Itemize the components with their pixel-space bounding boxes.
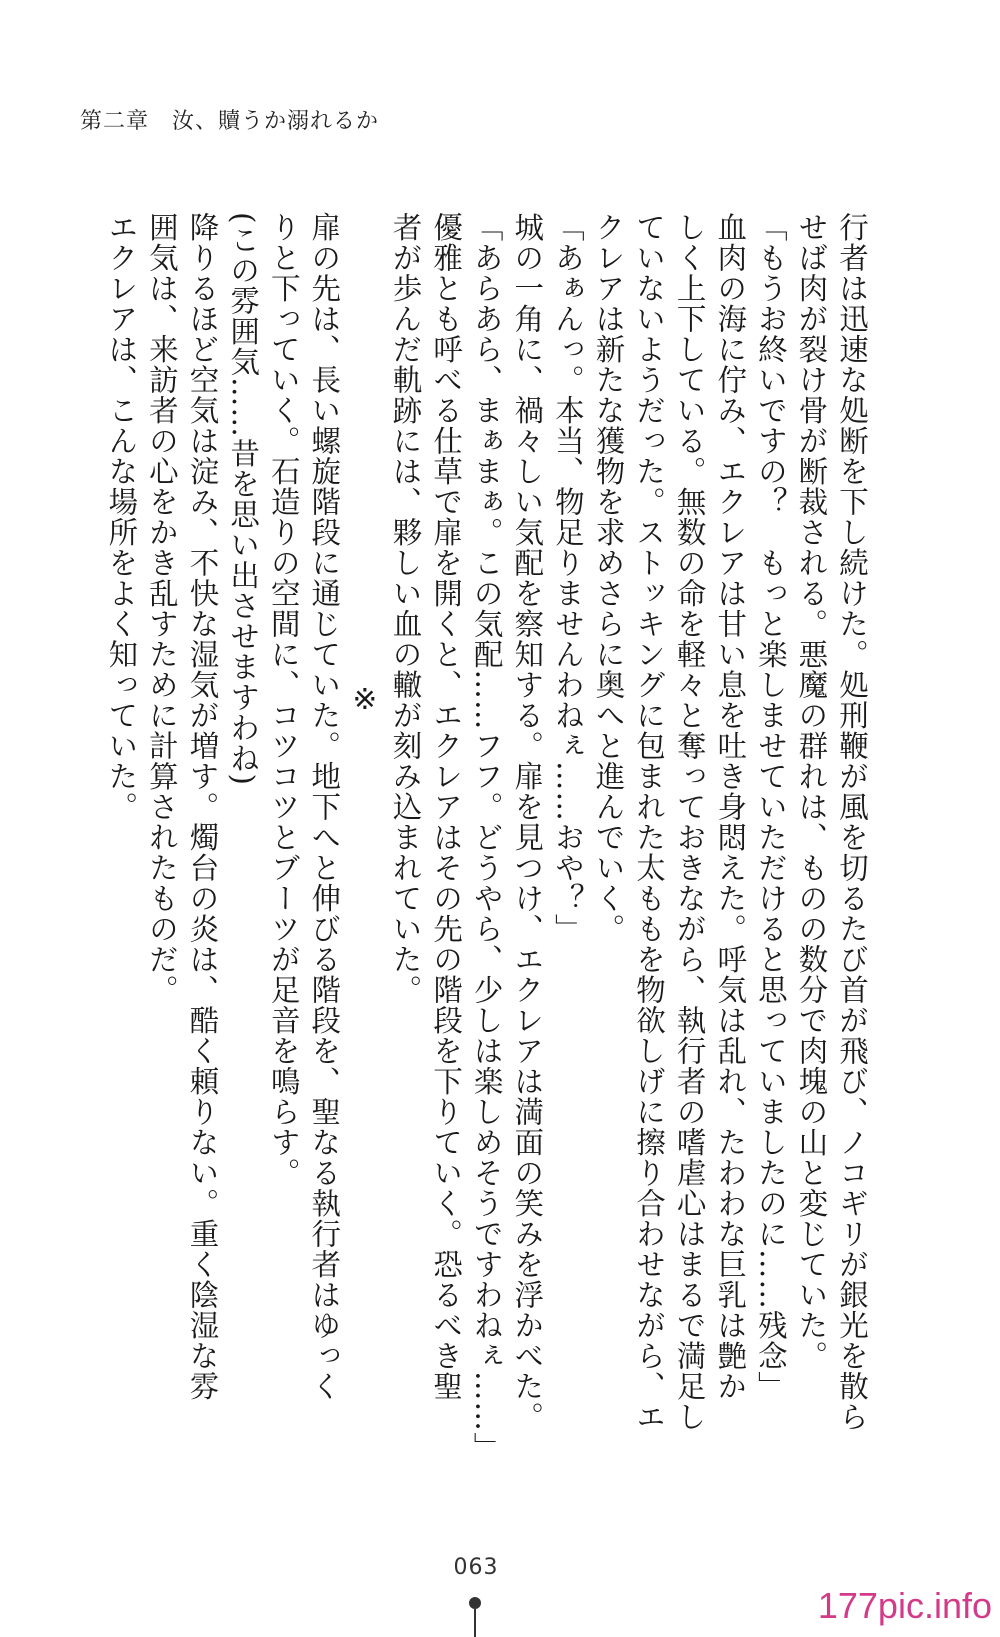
body-line: 者が歩んだ軌跡には、夥しい血の轍が刻み込まれていた。 [388, 212, 423, 1005]
body-line: 「あらあら、まぁまぁ。この気配……フフ。どうやら、少しは楽しめそうですわねぇ……」 [469, 212, 504, 1463]
body-line: クレアは新たな獲物を求めさらに奥へと進んでいく。 [591, 212, 626, 944]
scene-break-mark: ※ [347, 682, 382, 717]
body-line: 城の一角に、禍々しい気配を察知する。扉を見つけ、エクレアは満面の笑みを浮かべた。 [510, 212, 545, 1432]
body-line: 降りるほど空気は淀み、不快な湿気が増す。燭台の炎は、酷く頼りない。重く陰湿な雰 [185, 212, 220, 1402]
body-line: 扉の先は、長い螺旋階段に通じていた。地下へと伸びる階段を、聖なる執行者はゆっく [307, 212, 342, 1402]
body-line: 優雅とも呼べる仕草で扉を開くと、エクレアはその先の階段を下りていく。恐るべき聖 [429, 212, 464, 1402]
body-line: 行者は迅速な処断を下し続けた。処刑鞭が風を切るたび首が飛び、ノコギリが銀光を散ら [835, 212, 869, 1432]
page-marker-rule [474, 1609, 476, 1637]
body-line: 血肉の海に佇み、エクレアは甘い息を吐き身悶えた。呼気は乱れ、たわわな巨乳は艶か [713, 212, 748, 1402]
body-line: 囲気は、来訪者の心をかき乱すために計算されたものだ。 [144, 212, 179, 1005]
body-line: 「あぁんっ。本当、物足りませんわねぇ……おや？」 [550, 212, 585, 944]
body-line: エクレアは、こんな場所をよく知っていた。 [104, 212, 139, 822]
body-line: 「もうお終いですの？ もっと楽しませていただけると思っていましたのに……残念」 [753, 212, 788, 1402]
chapter-header: 第二章 汝、贖うか溺れるか [80, 109, 380, 134]
body-line: ていないようだった。ストッキングに包まれた太ももを物欲しげに擦り合わせながら、エ [632, 212, 667, 1432]
body-text [101, 212, 872, 1463]
page-number: 063 [453, 1555, 499, 1580]
watermark: 177pic.info [817, 1585, 992, 1626]
body-line: しく上下している。無数の命を軽々と奪っておきながら、執行者の嗜虐心はまるで満足し [672, 212, 707, 1432]
body-line: りと下っていく。石造りの空間に、コツコツとブーツが足音を鳴らす。 [266, 212, 301, 1188]
body-line: (この雰囲気……昔を思い出させますわね) [226, 212, 261, 787]
page-marker-dot [469, 1597, 481, 1609]
body-line: せば肉が裂け骨が断裁される。悪魔の群れは、ものの数分で肉塊の山と変じていた。 [794, 212, 829, 1371]
